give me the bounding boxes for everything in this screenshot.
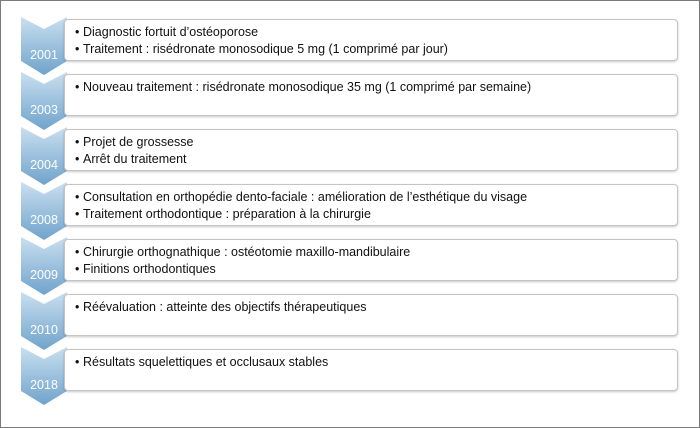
- year-label: 2004: [30, 158, 58, 172]
- event-item: • Réévaluation : atteinte des objectifs thérapeutiques: [75, 300, 367, 314]
- event-card: [64, 74, 678, 116]
- timeline-row: [0, 182, 700, 240]
- event-item: • Traitement : risédronate monosodique 5 mg (1 comprimé par jour): [75, 41, 448, 56]
- year-label: 2010: [30, 323, 58, 337]
- timeline-row: [0, 127, 700, 185]
- event-text: Réévaluation : atteinte des objectifs thérapeutiques: [83, 300, 367, 314]
- event-text: Traitement orthodontique : préparation à la chirurgie: [83, 206, 371, 221]
- chevron-shape: [21, 127, 67, 185]
- timeline-row: [0, 237, 700, 295]
- chevron-shape: [21, 347, 67, 405]
- year-chevron: [21, 292, 67, 350]
- event-text: Traitement : risédronate monosodique 5 mg (1 comprimé par jour): [83, 41, 448, 56]
- year-label: 2008: [30, 213, 58, 227]
- event-text: Diagnostic fortuit d’ostéoporose: [83, 25, 259, 39]
- event-text: Finitions orthodontiques: [83, 261, 216, 276]
- year-label: 2009: [30, 268, 58, 282]
- timeline-row: [0, 292, 700, 350]
- event-text: Projet de grossesse: [83, 135, 194, 149]
- event-card: [64, 294, 678, 336]
- timeline-row: [0, 17, 700, 75]
- year-chevron: [21, 17, 67, 75]
- year-chevron: [21, 72, 67, 130]
- chevron-shape: [21, 292, 67, 350]
- timeline-row: [0, 347, 700, 405]
- event-item: • Nouveau traitement : risédronate monosodique 35 mg (1 comprimé par semaine): [75, 80, 532, 94]
- chevron-shape: [21, 237, 67, 295]
- chevron-shape: [21, 182, 67, 240]
- chevron-shape: [21, 72, 67, 130]
- event-card: [64, 239, 678, 281]
- event-item: • Finitions orthodontiques: [75, 261, 216, 276]
- year-label: 2018: [30, 378, 58, 392]
- chevron-shape: [21, 17, 67, 75]
- year-chevron: [21, 127, 67, 185]
- event-text: Nouveau traitement : risédronate monosodique 35 mg (1 comprimé par semaine): [83, 80, 532, 94]
- timeline-row: [0, 72, 700, 130]
- event-card: [64, 19, 678, 61]
- event-text: Chirurgie orthognathique : ostéotomie maxillo-mandibulaire: [83, 245, 411, 259]
- year-label: 2001: [30, 48, 58, 62]
- event-item: • Traitement orthodontique : préparation à la chirurgie: [75, 206, 371, 221]
- year-chevron: [21, 347, 67, 405]
- year-chevron: [21, 182, 67, 240]
- event-card: [64, 349, 678, 391]
- event-text: Consultation en orthopédie dento-faciale : amélioration de l’esthétique du visage: [83, 190, 528, 204]
- year-chevron: [21, 237, 67, 295]
- event-item: • Diagnostic fortuit d’ostéoporose: [75, 25, 259, 39]
- event-text: Résultats squelettiques et occlusaux stables: [83, 355, 329, 369]
- event-item: • Chirurgie orthognathique : ostéotomie maxillo-mandibulaire: [75, 245, 411, 259]
- event-card: [64, 184, 678, 226]
- year-label: 2003: [30, 103, 58, 117]
- event-card: [64, 129, 678, 171]
- event-item: • Projet de grossesse: [75, 135, 194, 149]
- event-item: • Consultation en orthopédie dento-faciale : amélioration de l’esthétique du visage: [75, 190, 528, 204]
- event-item: • Résultats squelettiques et occlusaux stables: [75, 355, 329, 369]
- event-item: • Arrêt du traitement: [75, 151, 187, 166]
- event-text: Arrêt du traitement: [83, 151, 187, 166]
